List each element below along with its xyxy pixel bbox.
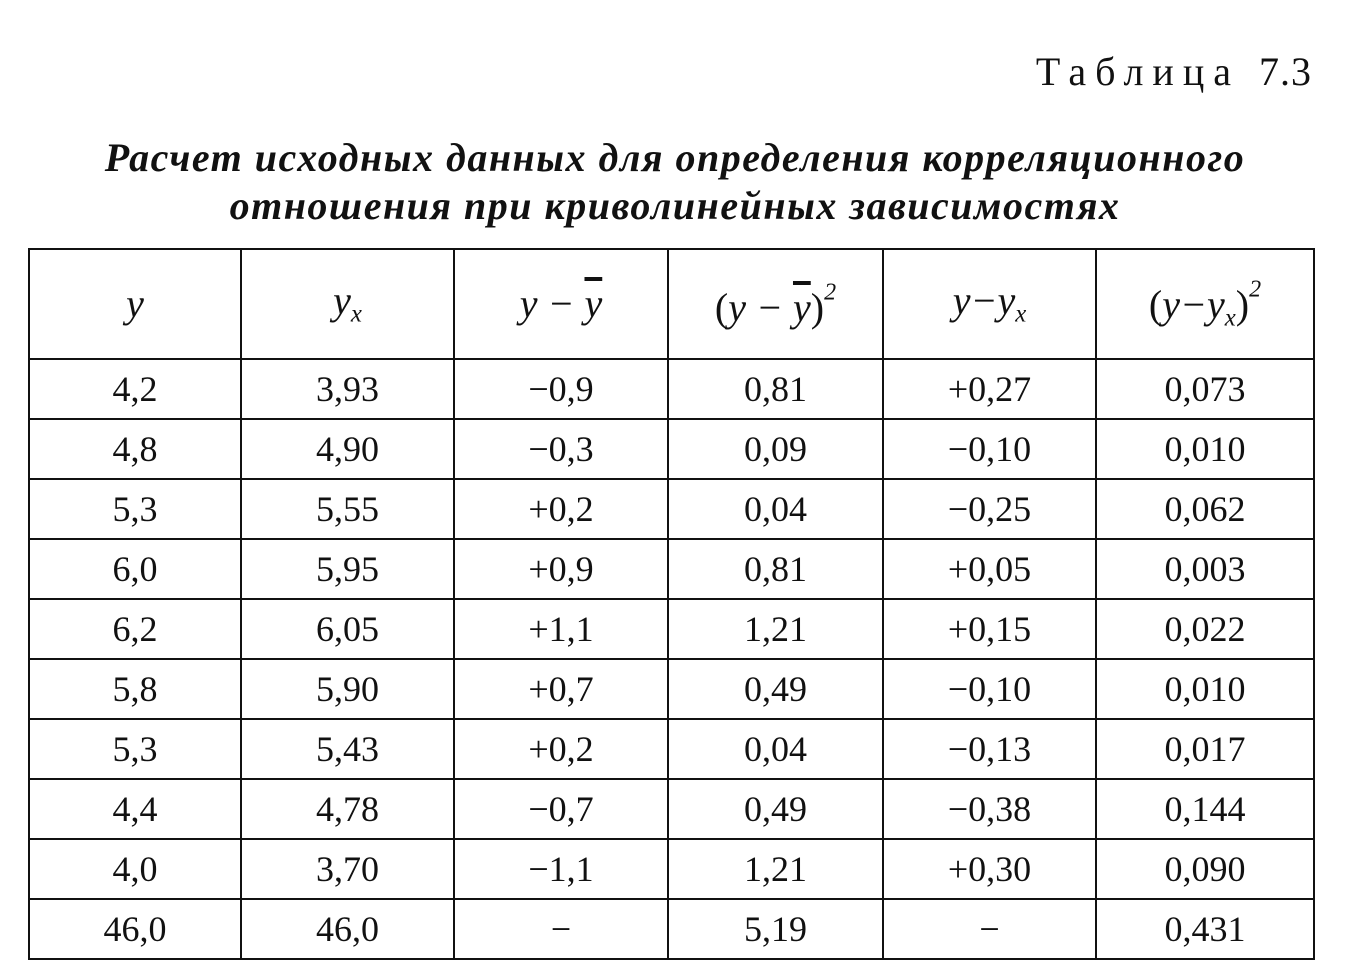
cell-y-minus-yx-squared: 0,017 <box>1096 719 1314 779</box>
cell-y-minus-yx: +0,15 <box>883 599 1096 659</box>
cell-y-minus-yx: −0,25 <box>883 479 1096 539</box>
cell-yx: 46,0 <box>241 899 454 959</box>
cell-y-minus-yx: −0,13 <box>883 719 1096 779</box>
header-y-minus-yx: $y-y_x$ <box>883 249 1096 359</box>
cell-y-minus-mean: +0,9 <box>454 539 668 599</box>
header-yx: $y_x$ <box>241 249 454 359</box>
cell-y-minus-mean-squared: 0,81 <box>668 359 883 419</box>
cell-y-minus-yx-squared: 0,144 <box>1096 779 1314 839</box>
cell-y: 46,0 <box>29 899 241 959</box>
table-row <box>29 479 1314 539</box>
cell-yx: 3,93 <box>241 359 454 419</box>
cell-yx: 3,70 <box>241 839 454 899</box>
cell-y-minus-yx: −0,38 <box>883 779 1096 839</box>
table-row <box>29 839 1314 899</box>
cell-y-minus-yx-squared: 0,073 <box>1096 359 1314 419</box>
cell-y-minus-mean: +0,2 <box>454 479 668 539</box>
cell-y: 4,2 <box>29 359 241 419</box>
cell-y-minus-mean-squared: 0,49 <box>668 659 883 719</box>
table-row <box>29 539 1314 599</box>
table-row <box>29 779 1314 839</box>
table-word: Таблица <box>1035 49 1240 94</box>
table-title-line-1: Расчет исходных данных для определения корреляционного <box>104 135 1246 180</box>
cell-y: 6,2 <box>29 599 241 659</box>
cell-y-minus-mean-squared: 1,21 <box>668 599 883 659</box>
cell-y-minus-mean-squared: 5,19 <box>668 899 883 959</box>
table-row <box>29 359 1314 419</box>
cell-y-minus-mean-squared: 1,21 <box>668 839 883 899</box>
cell-y-minus-yx-squared: 0,431 <box>1096 899 1314 959</box>
cell-y-minus-yx: +0,27 <box>883 359 1096 419</box>
cell-y: 5,8 <box>29 659 241 719</box>
header-row <box>29 249 1314 359</box>
cell-y-minus-mean: −0,3 <box>454 419 668 479</box>
header-y-minus-mean-squared: $(y - \overline{y})^2$ <box>668 249 883 359</box>
cell-y-minus-mean-squared: 0,49 <box>668 779 883 839</box>
cell-y-minus-mean: +0,2 <box>454 719 668 779</box>
cell-yx: 4,78 <box>241 779 454 839</box>
cell-y-minus-yx: −0,10 <box>883 419 1096 479</box>
cell-yx: 5,43 <box>241 719 454 779</box>
cell-yx: 5,55 <box>241 479 454 539</box>
cell-y-minus-yx-squared: 0,010 <box>1096 659 1314 719</box>
cell-y-minus-mean: −0,7 <box>454 779 668 839</box>
cell-y: 4,8 <box>29 419 241 479</box>
cell-y-minus-mean: −1,1 <box>454 839 668 899</box>
table-title-line-2: отношения при криволинейных зависимостях <box>229 183 1121 228</box>
cell-y-minus-yx: − <box>883 899 1096 959</box>
cell-yx: 5,90 <box>241 659 454 719</box>
table-row <box>29 659 1314 719</box>
table-number: 7.3 <box>1259 49 1312 94</box>
cell-y-minus-yx-squared: 0,003 <box>1096 539 1314 599</box>
table-row <box>29 719 1314 779</box>
cell-y-minus-mean: +1,1 <box>454 599 668 659</box>
table-row <box>29 599 1314 659</box>
cell-y: 4,0 <box>29 839 241 899</box>
cell-y-minus-yx-squared: 0,062 <box>1096 479 1314 539</box>
cell-y-minus-mean: − <box>454 899 668 959</box>
cell-y-minus-mean: −0,9 <box>454 359 668 419</box>
cell-y-minus-mean-squared: 0,09 <box>668 419 883 479</box>
cell-y: 5,3 <box>29 719 241 779</box>
cell-y-minus-mean: +0,7 <box>454 659 668 719</box>
table-row <box>29 419 1314 479</box>
cell-y-minus-mean-squared: 0,04 <box>668 719 883 779</box>
cell-y-minus-yx-squared: 0,022 <box>1096 599 1314 659</box>
cell-yx: 6,05 <box>241 599 454 659</box>
table-number-label <box>1035 49 1312 94</box>
cell-y: 6,0 <box>29 539 241 599</box>
cell-y: 5,3 <box>29 479 241 539</box>
cell-y-minus-mean-squared: 0,04 <box>668 479 883 539</box>
cell-y-minus-yx-squared: 0,090 <box>1096 839 1314 899</box>
cell-y-minus-yx: −0,10 <box>883 659 1096 719</box>
header-y-minus-mean: $y - \overline{y}$ <box>454 249 668 359</box>
cell-y: 4,4 <box>29 779 241 839</box>
cell-yx: 4,90 <box>241 419 454 479</box>
cell-y-minus-yx: +0,30 <box>883 839 1096 899</box>
cell-yx: 5,95 <box>241 539 454 599</box>
cell-y-minus-yx: +0,05 <box>883 539 1096 599</box>
data-table <box>28 248 1315 960</box>
cell-y-minus-yx-squared: 0,010 <box>1096 419 1314 479</box>
cell-y-minus-mean-squared: 0,81 <box>668 539 883 599</box>
header-y: y <box>29 249 241 359</box>
total-row <box>29 899 1314 959</box>
header-y-minus-yx-squared: $(y-y_x)^2$ <box>1096 249 1314 359</box>
